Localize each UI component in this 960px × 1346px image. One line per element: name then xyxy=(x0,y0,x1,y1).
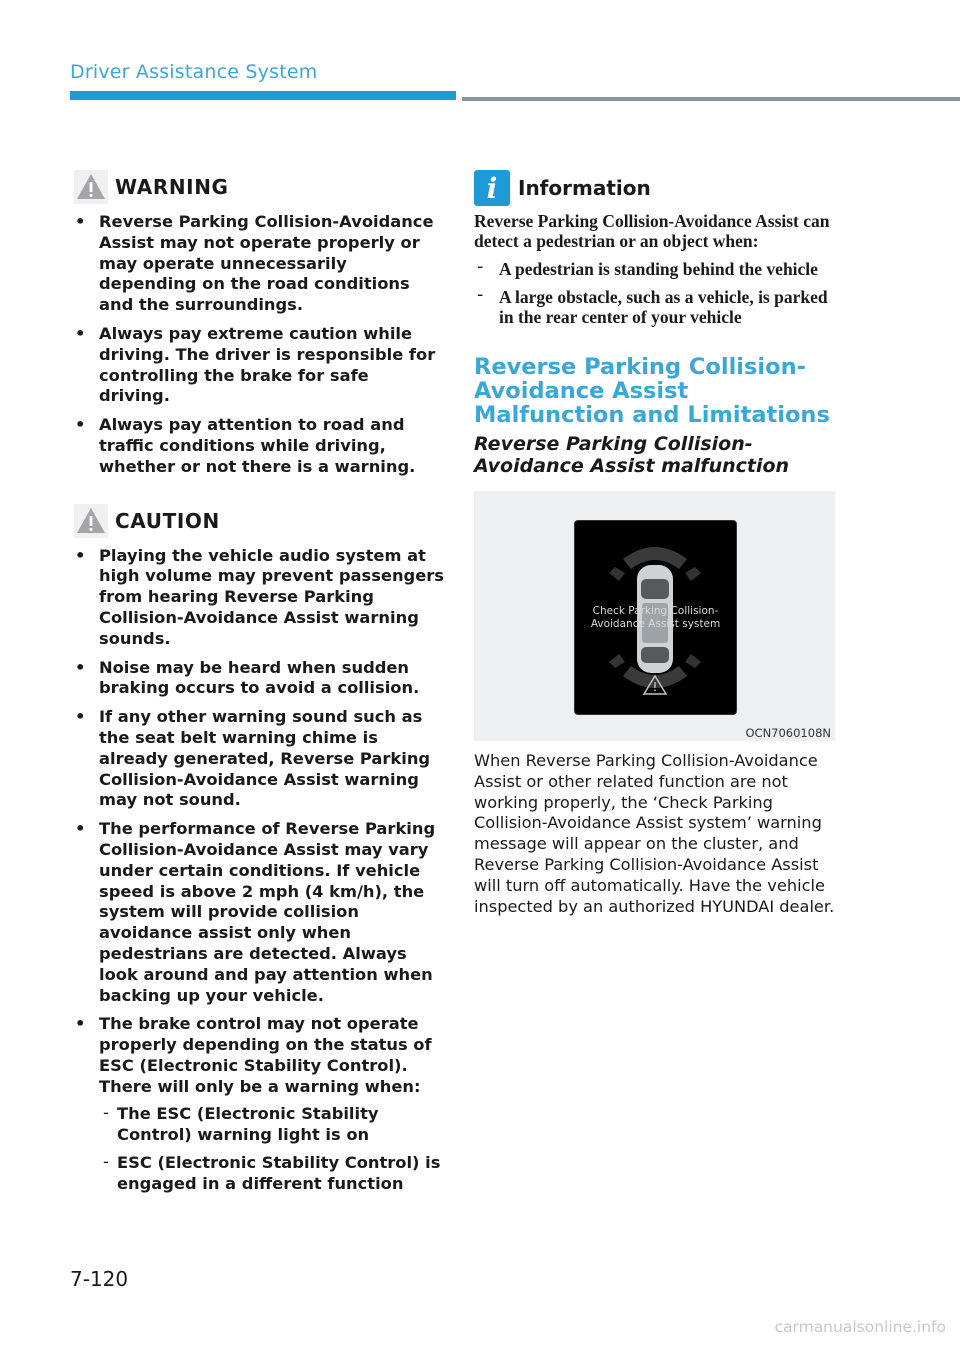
warning-header xyxy=(74,170,444,204)
list-item: • If any other warning sound such as the seat belt warning chime is already generated, Reverse Parking Collision-Avoidance Assist warning may not sound. xyxy=(75,707,431,810)
caution-header xyxy=(74,504,444,538)
warning-title: WARNING xyxy=(115,175,229,199)
malfunction-body: When Reverse Parking Collision-Avoidance Assist or other related function are not working properly, the ‘Check Parking Collision-Avoidance Assist system’ warning message will appear on the cluster, and Reverse Parking Collision-Avoidance Assist will turn off automatically. Have the vehicle inspected by an authorized HYUNDAI dealer. xyxy=(474,751,835,916)
list-item: • Playing the vehicle audio system at high volume may prevent passengers from hearing Reverse Parking Collision-Avoidance Assist warning sounds. xyxy=(75,545,444,648)
figure-code: OCN7060108N xyxy=(745,726,831,740)
cluster-figure xyxy=(474,491,835,741)
list-item: - A pedestrian is standing behind the vehicle xyxy=(477,257,818,279)
section-title: Driver Assistance System xyxy=(70,61,318,83)
warning-triangle-icon xyxy=(74,170,108,204)
caution-list xyxy=(74,546,444,1195)
caution-sub-list xyxy=(99,1104,444,1194)
list-item: • Always pay attention to road and traffic conditions while driving, whether or not there is a warning. xyxy=(75,415,416,476)
right-column xyxy=(474,170,839,917)
caution-box xyxy=(74,504,444,1195)
warning-list xyxy=(74,212,444,478)
list-item: • Reverse Parking Collision-Avoidance Assist may not operate properly or may operate unnecessarily depending on the road conditions and the surroundings. xyxy=(75,212,434,315)
malfunction-subheading: Reverse Parking Collision-Avoidance Assist malfunction xyxy=(474,433,790,477)
header-rule-accent xyxy=(70,91,456,100)
information-list xyxy=(474,259,839,327)
cluster-screen xyxy=(574,520,737,715)
list-item: - A large obstacle, such as a vehicle, is parked in the rear center of your vehicle xyxy=(477,285,828,327)
information-box xyxy=(474,170,839,327)
warning-box xyxy=(74,170,444,478)
info-icon: i xyxy=(474,170,510,206)
caution-title: CAUTION xyxy=(115,508,220,533)
information-intro: Reverse Parking Collision-Avoidance Assist can detect a pedestrian or an object when: xyxy=(474,211,830,251)
list-item: • Always pay extreme caution while driving. The driver is responsible for controlling the brake for safe driving. xyxy=(75,323,436,406)
information-body xyxy=(474,211,839,327)
list-item: • The performance of Reverse Parking Collision-Avoidance Assist may vary under certain conditions. If vehicle speed is above 2 mph (4 km/h), the system will provide collision avoidance assist only when pedestrians are detected. Always look around and pay attention when backing up your vehicle. xyxy=(75,819,436,1005)
left-column xyxy=(74,170,444,1203)
warning-triangle-icon xyxy=(74,504,108,538)
list-item: • The brake control may not operate properly depending on the status of ESC (Electronic Stability Control). There will only be a warning when: - The ESC (Electronic Stability Control) warning light is on - ESC (Electronic Stability Control) is engaged in a different function xyxy=(74,1014,444,1194)
sub-list-item: - The ESC (Electronic Stability Control) warning light is on xyxy=(103,1103,379,1145)
malfunction-heading: Reverse Parking Collision-Avoidance Assist Malfunction and Limitations xyxy=(474,354,830,428)
page-number: 7-120 xyxy=(70,1267,129,1291)
watermark: carmanualsonline.info xyxy=(774,1318,946,1336)
information-title: Information xyxy=(518,176,651,200)
cluster-warning-message: Check Parking Collision- Avoidance Assist system xyxy=(590,605,721,630)
list-item: • Noise may be heard when sudden braking occurs to avoid a collision. xyxy=(75,657,420,698)
header-rule xyxy=(462,97,960,101)
sub-list-item: - ESC (Electronic Stability Control) is engaged in a different function xyxy=(103,1152,441,1193)
information-header xyxy=(474,170,839,206)
